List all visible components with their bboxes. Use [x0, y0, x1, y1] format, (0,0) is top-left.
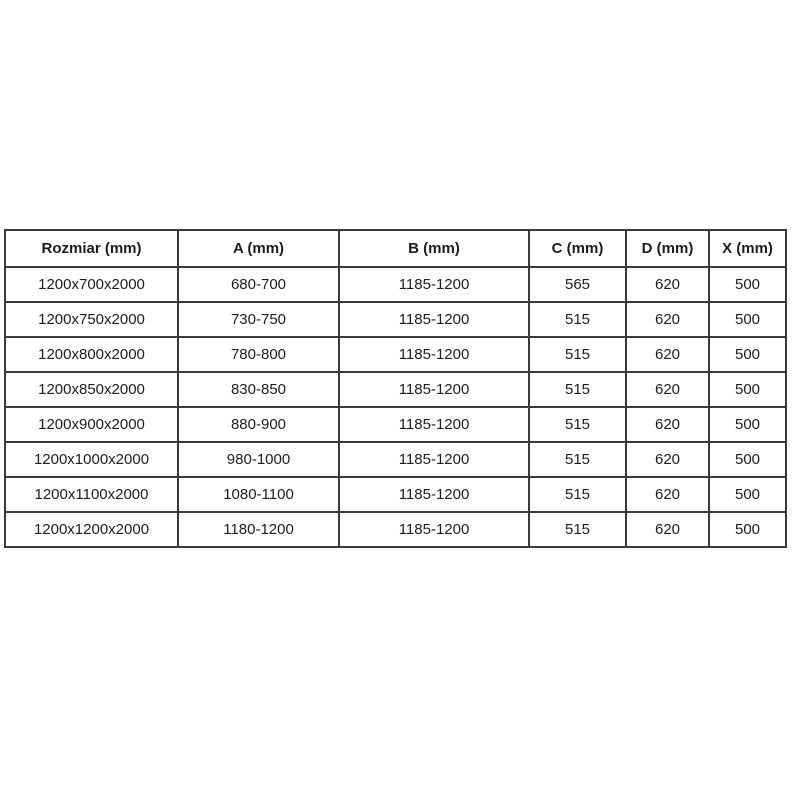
table-cell: 620 [626, 442, 709, 477]
table-cell: 1200x750x2000 [5, 302, 178, 337]
table-row [5, 512, 786, 547]
table-cell: 620 [626, 267, 709, 302]
table-row [5, 337, 786, 372]
table-cell: 500 [709, 337, 786, 372]
table-cell: 620 [626, 407, 709, 442]
table-body [5, 267, 786, 547]
table-cell: 1185-1200 [339, 267, 529, 302]
column-header: D (mm) [626, 230, 709, 267]
table-cell: 1185-1200 [339, 302, 529, 337]
table-cell: 1200x1100x2000 [5, 477, 178, 512]
table-cell: 680-700 [178, 267, 339, 302]
table-cell: 620 [626, 477, 709, 512]
table-cell: 500 [709, 407, 786, 442]
table-cell: 1185-1200 [339, 337, 529, 372]
table-cell: 1185-1200 [339, 477, 529, 512]
table-row [5, 477, 786, 512]
table-row [5, 407, 786, 442]
table-cell: 620 [626, 337, 709, 372]
table-cell: 1185-1200 [339, 512, 529, 547]
table-cell: 515 [529, 442, 626, 477]
table-cell: 780-800 [178, 337, 339, 372]
table-cell: 1200x700x2000 [5, 267, 178, 302]
column-header: C (mm) [529, 230, 626, 267]
table-cell: 620 [626, 512, 709, 547]
table-cell: 1180-1200 [178, 512, 339, 547]
table-cell: 980-1000 [178, 442, 339, 477]
column-header: A (mm) [178, 230, 339, 267]
table-cell: 620 [626, 302, 709, 337]
table-cell: 565 [529, 267, 626, 302]
dimensions-table [4, 229, 787, 548]
table-row [5, 372, 786, 407]
column-header: Rozmiar (mm) [5, 230, 178, 267]
table-cell: 1200x1000x2000 [5, 442, 178, 477]
table-row [5, 267, 786, 302]
table-cell: 500 [709, 512, 786, 547]
table-cell: 1200x850x2000 [5, 372, 178, 407]
table-cell: 500 [709, 372, 786, 407]
table-cell: 1200x900x2000 [5, 407, 178, 442]
table-head [5, 230, 786, 267]
table-cell: 515 [529, 302, 626, 337]
table-cell: 830-850 [178, 372, 339, 407]
column-header: B (mm) [339, 230, 529, 267]
table-cell: 500 [709, 442, 786, 477]
table-row [5, 442, 786, 477]
table-cell: 515 [529, 337, 626, 372]
table-cell: 620 [626, 372, 709, 407]
table-cell: 1185-1200 [339, 442, 529, 477]
table-cell: 515 [529, 372, 626, 407]
table-cell: 500 [709, 302, 786, 337]
table-cell: 1200x1200x2000 [5, 512, 178, 547]
table-cell: 515 [529, 477, 626, 512]
table-cell: 1200x800x2000 [5, 337, 178, 372]
table-cell: 1185-1200 [339, 372, 529, 407]
table-cell: 880-900 [178, 407, 339, 442]
table-cell: 515 [529, 407, 626, 442]
table-cell: 730-750 [178, 302, 339, 337]
table-cell: 1080-1100 [178, 477, 339, 512]
column-header: X (mm) [709, 230, 786, 267]
table-cell: 500 [709, 267, 786, 302]
table-row [5, 302, 786, 337]
header-row [5, 230, 786, 267]
table-cell: 1185-1200 [339, 407, 529, 442]
table-cell: 500 [709, 477, 786, 512]
table-cell: 515 [529, 512, 626, 547]
